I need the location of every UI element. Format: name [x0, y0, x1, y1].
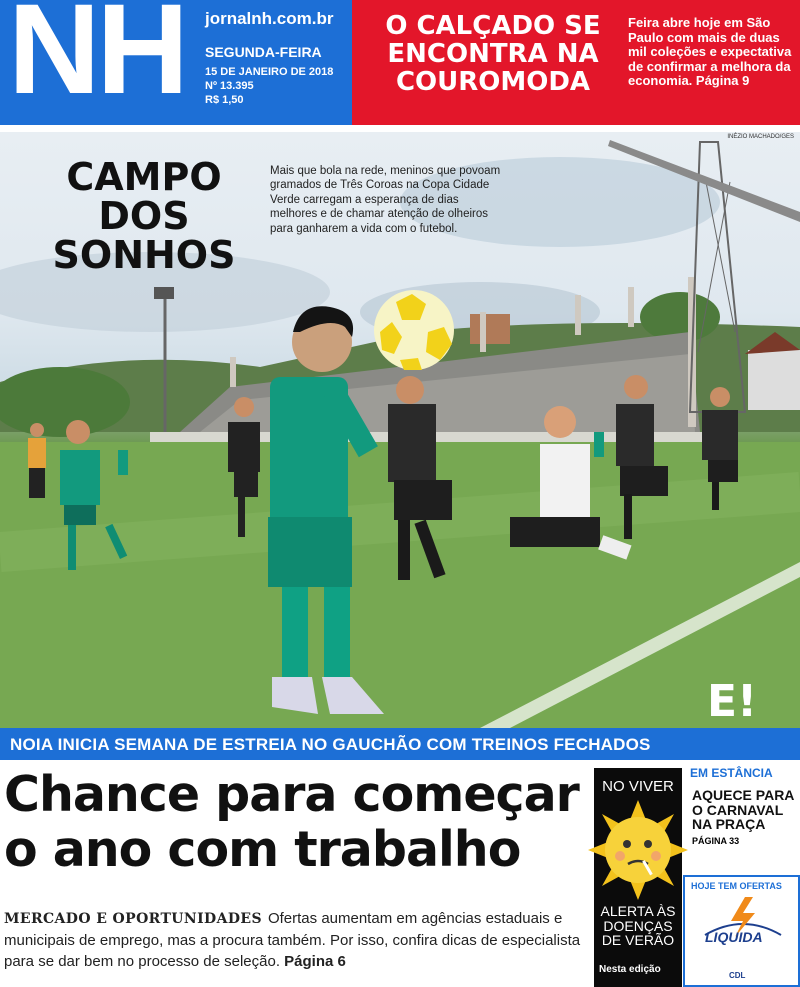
viver-headline: ALERTA ÀS DOENÇAS DE VERÃO [600, 903, 676, 949]
masthead [0, 0, 800, 125]
issue-weekday: SEGUNDA-FEIRA [205, 43, 322, 60]
issue-number: Nº 13.395 [205, 80, 254, 93]
viver-note: Nesta edição [599, 964, 661, 975]
main-story-page[interactable]: Página 6 [284, 952, 346, 970]
main-story-kicker: MERCADO E OPORTUNIDADES [4, 911, 262, 927]
offers-brand: LIQUIDA [705, 929, 763, 945]
newspaper-logo[interactable]: NH [8, 0, 185, 121]
sports-strip-headline: NOIA INICIA SEMANA DE ESTREIA NO GAUCHÃO COM TREINOS FECHADOS [10, 735, 651, 754]
lead-story-title: O CALÇADO SE ENCONTRA NA COUROMODA [385, 11, 601, 98]
photo-title-line1: CAMPO DOS [66, 155, 222, 238]
section-logo[interactable]: E! [707, 676, 758, 727]
sports-strip[interactable] [0, 728, 800, 760]
site-link[interactable]: jornalnh.com.br [205, 9, 334, 28]
estancia-title: AQUECE PARA O CARNAVAL NA PRAÇA [692, 787, 794, 833]
lightning-icon [695, 895, 790, 955]
feature-photo [0, 132, 800, 728]
offers-label: HOJE TEM OFERTAS [691, 881, 782, 891]
estancia-teaser[interactable] [690, 766, 800, 846]
photo-caption: Mais que bola na rede, meninos que povoam gramados de Três Coroas na Copa Cidade Verde carregam a esperança de dias melhores e de chamar atenção de olheiros para ganharem a vida com o futebol. [270, 165, 501, 235]
offers-org: CDL [729, 971, 746, 980]
lead-story[interactable] [352, 0, 800, 125]
photo-title[interactable] [28, 155, 260, 277]
issue-info [205, 10, 333, 106]
lead-story-text: Feira abre hoje em São Paulo com mais de duas mil coleções e expectativa de confirmar a melhora da economia. Página 9 [628, 15, 792, 89]
main-story-text [4, 908, 582, 972]
estancia-page: PÁGINA 33 [692, 836, 740, 847]
main-headline[interactable]: Chance para começar o ano com trabalho [4, 766, 579, 878]
issue-date: 15 DE JANEIRO DE 2018 [205, 66, 334, 79]
sun-icon [582, 794, 694, 906]
viver-box[interactable] [594, 768, 682, 987]
logo-block [0, 0, 352, 125]
photo-credit: INÉZIO MACHADO/GES [727, 134, 794, 140]
photo-title-line2: SONHOS [52, 232, 236, 277]
viver-label: NO VIVER [602, 778, 674, 795]
issue-price: R$ 1,50 [205, 94, 244, 107]
main-story-body: Ofertas aumentam em agências estaduais e municipais de emprego, mas a procura também. Por isso, confira dicas de especialista para se dar bem no processo de seleção. [4, 910, 581, 970]
offers-ad[interactable] [683, 875, 800, 987]
estancia-kicker: EM ESTÂNCIA [690, 766, 773, 780]
